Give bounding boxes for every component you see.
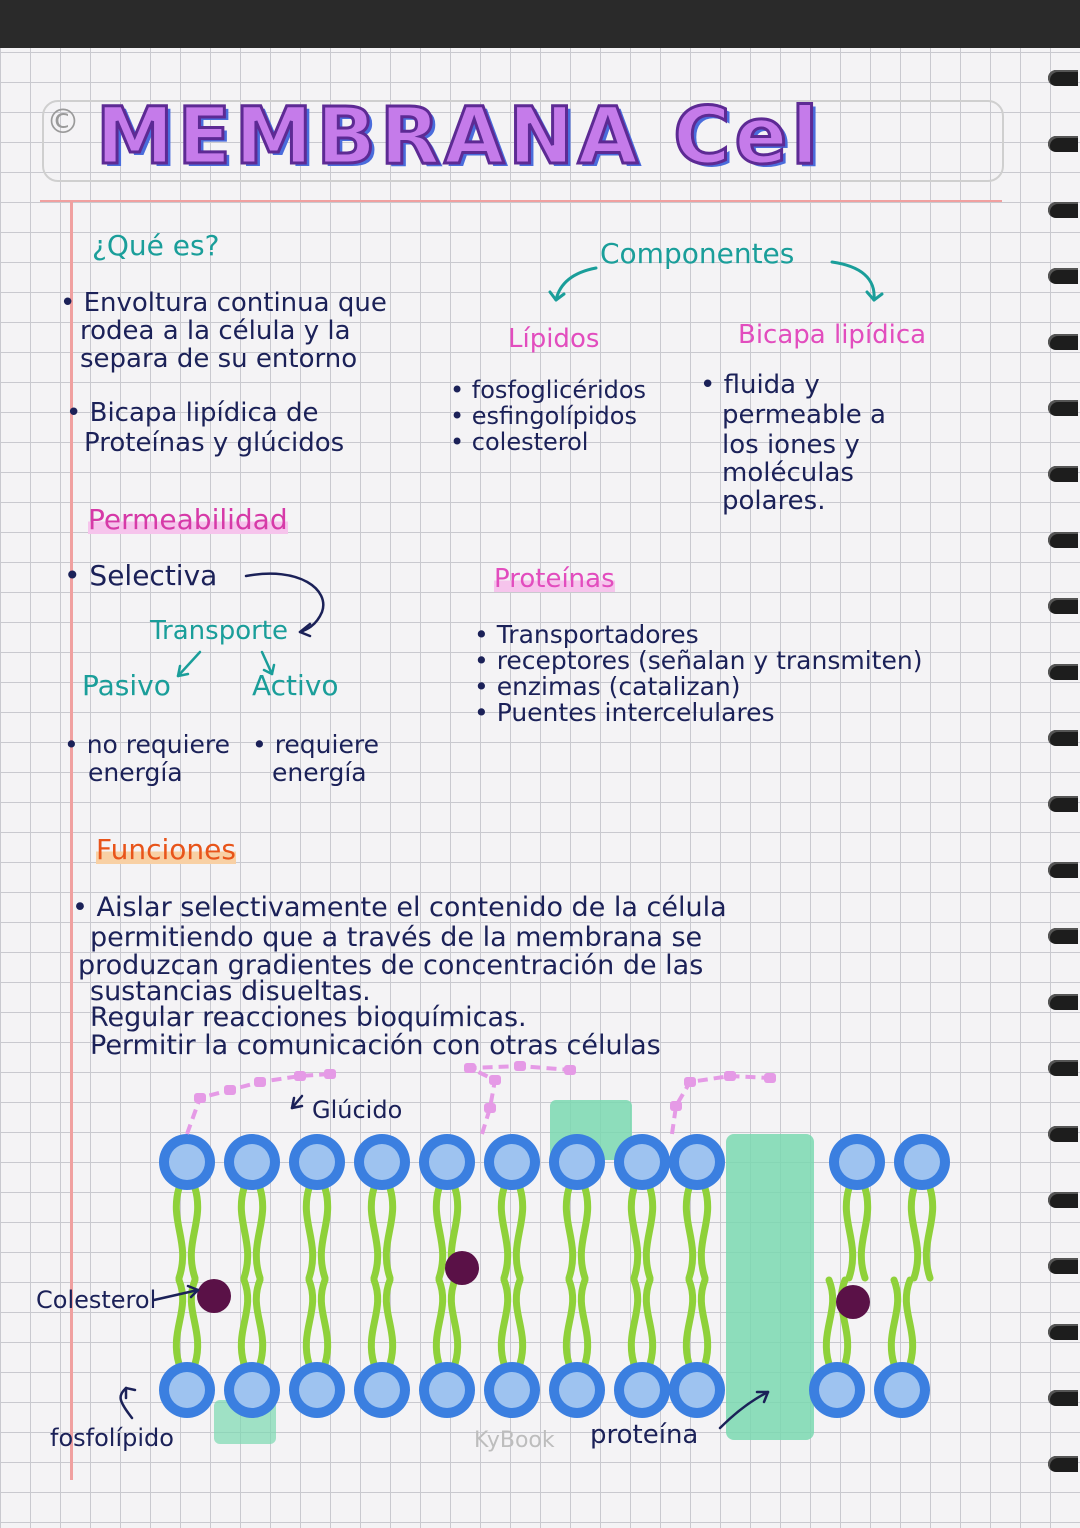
lipid-tail <box>241 1280 247 1364</box>
phospholipid-head-inner <box>364 1144 400 1180</box>
lipid-tail <box>451 1280 457 1364</box>
functions-line-6: Permitir la comunicación con otras células <box>90 1030 661 1061</box>
functions-line-4: sustancias disueltas. <box>90 976 371 1007</box>
page-title: MEMBRANA Cel <box>96 92 823 182</box>
bilayer-line-2: Proteínas y glúcidos <box>84 428 345 458</box>
bilayer-heading: Bicapa lipídica <box>738 320 927 350</box>
cholesterol-molecule <box>445 1251 479 1285</box>
watermark: KyBook <box>474 1428 555 1453</box>
phospholipid-head-inner <box>429 1372 465 1408</box>
functions-line-3: produzcan gradientes de concentración de las <box>78 950 704 981</box>
phospholipid-head-inner <box>234 1144 270 1180</box>
phospholipid-head-inner <box>679 1372 715 1408</box>
lipid-tail <box>646 1188 652 1278</box>
permeability-heading: Permeabilidad <box>88 503 288 536</box>
definition-line-1: • Envoltura continua que <box>60 288 387 318</box>
passive-label: Pasivo <box>82 669 171 702</box>
phospholipid-head-inner <box>234 1372 270 1408</box>
glucid-unit <box>324 1069 336 1079</box>
phospholipid-head-inner <box>299 1372 335 1408</box>
lipid-tail <box>256 1188 262 1278</box>
proteins-item-3: • enzimas (catalizan) <box>474 672 741 701</box>
lipid-tail <box>861 1188 867 1278</box>
lipids-item-1: • fosfoglicéridos <box>450 376 647 404</box>
lipid-tail <box>321 1280 327 1364</box>
lipid-tail <box>176 1188 182 1278</box>
proteins-heading: Proteínas <box>494 564 615 594</box>
lipid-tail <box>846 1188 852 1278</box>
functions-line-5: Regular reacciones bioquímicas. <box>90 1002 527 1033</box>
lipid-tail <box>631 1280 637 1364</box>
lipid-tail <box>501 1188 507 1278</box>
phospholipid-label: fosfolípido <box>50 1424 174 1452</box>
lipid-tail <box>371 1280 377 1364</box>
lipid-tail <box>191 1188 197 1278</box>
phospholipid-head-inner <box>559 1144 595 1180</box>
lipid-tail <box>631 1188 637 1278</box>
question-heading: ¿Qué es? <box>92 229 220 262</box>
lipids-heading: Lípidos <box>508 324 600 354</box>
functions-heading: Funciones <box>96 833 236 866</box>
phospholipid-head-inner <box>169 1372 205 1408</box>
glucid-unit <box>464 1063 476 1073</box>
active-label: Activo <box>252 669 339 702</box>
phospholipid-head-inner <box>559 1372 595 1408</box>
phospholipid-head-inner <box>494 1144 530 1180</box>
lipid-tail <box>926 1188 932 1278</box>
lipid-tail <box>436 1188 442 1278</box>
bilayer-line-1: • Bicapa lipídica de <box>66 398 319 428</box>
lipid-tail <box>581 1280 587 1364</box>
lipid-tail <box>646 1280 652 1364</box>
lipid-tail <box>241 1188 247 1278</box>
glucid-unit <box>224 1085 236 1095</box>
glucid-unit <box>514 1061 526 1071</box>
active-note-1: • requiere <box>252 730 379 759</box>
passive-note-1: • no requiere <box>64 730 231 759</box>
glucid-unit <box>564 1065 576 1075</box>
lipids-item-3: • colesterol <box>450 428 589 456</box>
lipid-tail <box>306 1280 312 1364</box>
phospholipid-head-inner <box>904 1144 940 1180</box>
phospholipid-head-inner <box>839 1144 875 1180</box>
lipid-tail <box>826 1280 832 1364</box>
lipid-tail <box>911 1188 917 1278</box>
active-note-2: energía <box>272 758 367 787</box>
phospholipid-head-inner <box>299 1144 335 1180</box>
definition-line-3: separa de su entorno <box>80 344 358 374</box>
protein-transmembrane <box>726 1134 814 1440</box>
passive-note-2: energía <box>88 758 183 787</box>
lipid-tail <box>516 1280 522 1364</box>
lipid-tail <box>501 1280 507 1364</box>
glucid-unit <box>724 1071 736 1081</box>
proteins-item-4: • Puentes intercelulares <box>474 698 775 727</box>
lipid-tail <box>581 1188 587 1278</box>
cholesterol-molecule <box>197 1279 231 1313</box>
lipid-tail <box>256 1280 262 1364</box>
phospholipid-head-inner <box>364 1372 400 1408</box>
arrow-selective-transport <box>246 574 323 632</box>
lipid-tail <box>891 1280 897 1364</box>
lipid-tail <box>436 1280 442 1364</box>
protein-label: proteína <box>590 1420 699 1450</box>
bilayer-item-2: permeable a <box>722 400 886 430</box>
proteins-item-2: • receptores (señalan y transmiten) <box>474 646 923 675</box>
bilayer-item-3: los iones y <box>722 430 860 460</box>
lipid-tail <box>386 1280 392 1364</box>
bilayer-item-5: polares. <box>722 486 826 516</box>
lipid-tail <box>321 1188 327 1278</box>
copyright-mark: © <box>46 102 80 142</box>
phospholipid-head-inner <box>819 1372 855 1408</box>
lipid-tail <box>306 1188 312 1278</box>
lipid-tail <box>906 1280 912 1364</box>
phospholipid-head-inner <box>884 1372 920 1408</box>
phospholipid-head-inner <box>494 1372 530 1408</box>
proteins-item-1: • Transportadores <box>474 620 699 649</box>
lipid-tail <box>566 1280 572 1364</box>
lipid-tail <box>686 1188 692 1278</box>
phospholipid-head-inner <box>169 1144 205 1180</box>
lipid-tail <box>516 1188 522 1278</box>
cholesterol-label: Colesterol <box>36 1286 157 1314</box>
glucid-unit <box>194 1093 206 1103</box>
lipid-tail <box>566 1188 572 1278</box>
lipid-tail <box>686 1280 692 1364</box>
lipids-item-2: • esfingolípidos <box>450 402 637 430</box>
cholesterol-molecule <box>836 1285 870 1319</box>
lipid-tail <box>701 1280 707 1364</box>
transport-label: Transporte <box>150 616 288 646</box>
bilayer-item-4: moléculas <box>722 458 854 488</box>
phospholipid-head-inner <box>624 1372 660 1408</box>
definition-line-2: rodea a la célula y la <box>80 316 351 346</box>
lipid-tail <box>386 1188 392 1278</box>
glucid-unit <box>764 1073 776 1083</box>
glucid-unit <box>670 1101 682 1111</box>
phospholipid-head-inner <box>624 1144 660 1180</box>
glucid-unit <box>254 1077 266 1087</box>
glucid-unit <box>489 1075 501 1085</box>
lipid-tail <box>371 1188 377 1278</box>
permeability-item: • Selectiva <box>64 559 218 592</box>
glucid-unit <box>484 1103 496 1113</box>
functions-line-1: • Aislar selectivamente el contenido de la célula <box>72 892 727 923</box>
functions-line-2: permitiendo que a través de la membrana se <box>90 922 703 953</box>
glucid-unit <box>684 1077 696 1087</box>
bilayer-item-1: • fluida y <box>700 370 820 400</box>
glucid-label: Glúcido <box>312 1096 403 1124</box>
phospholipid-head-inner <box>429 1144 465 1180</box>
lipid-tail <box>701 1188 707 1278</box>
phospholipid-head-inner <box>679 1144 715 1180</box>
glucid-unit <box>294 1071 306 1081</box>
components-heading: Componentes <box>600 237 795 270</box>
arrow-to-passive <box>178 652 200 676</box>
